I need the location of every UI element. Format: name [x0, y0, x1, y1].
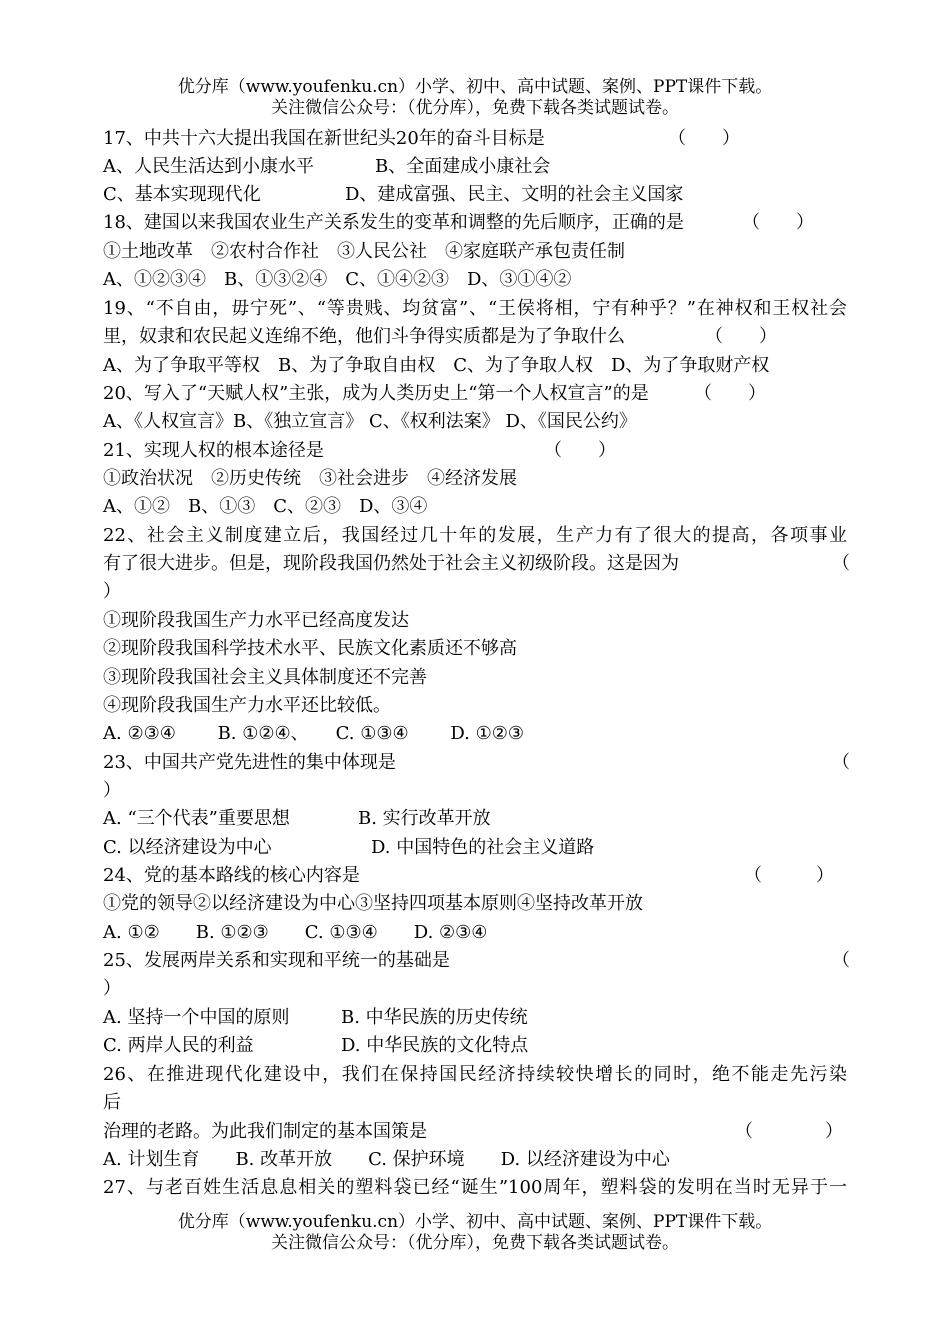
q20-answer-paren: （ ）: [694, 383, 766, 404]
q19-answer-paren: （ ）: [705, 326, 777, 347]
q26-line1: 26、在推进现代化建设中，我们在保持国民经济持续较快增长的同时，绝不能走先污染: [103, 1064, 847, 1085]
q22-line2: 有了很大进步。但是，现阶段我国仍然处于社会主义初级阶段。这是因为: [103, 553, 679, 574]
q23-option-a: A. “三个代表”重要思想: [103, 808, 290, 829]
q20-options: A、《人权宣言》B、《独立宣言》 C、《权利法案》 D、《国民公约》: [103, 411, 637, 432]
q19-line2: 里，奴隶和农民起义连绵不绝，他们斗争得实质都是为了争取什么: [103, 326, 625, 347]
q21-items: ①政治状况 ②历史传统 ③社会进步 ④经济发展: [103, 468, 517, 489]
q24-items: ①党的领导②以经济建设为中心③坚持四项基本原则④坚持改革开放: [103, 893, 643, 914]
page-footer-line2: 关注微信公众号：（优分库），免费下载各类试题试卷。: [271, 1233, 679, 1253]
q21-stem: 21、实现人权的根本途径是: [103, 440, 324, 461]
q26-answer-paren: （ ）: [735, 1121, 843, 1142]
q26-options: A. 计划生育 B. 改革开放 C. 保护环境 D. 以经济建设为中心: [103, 1149, 670, 1170]
q18-stem: 18、建国以来我国农业生产关系发生的变革和调整的先后顺序，正确的是: [103, 212, 684, 233]
q22-item1: ①现阶段我国生产力水平已经高度发达: [103, 610, 409, 631]
q20-stem: 20、写入了“天赋人权”主张，成为人类历史上“第一个人权宣言”的是: [103, 383, 649, 404]
q27-line1: 27、与老百姓生活息息相关的塑料袋已经“诞生”100周年，塑料袋的发明在当时无异于一: [103, 1177, 847, 1198]
q17-option-d: D、建成富强、民主、文明的社会主义国家: [345, 184, 684, 205]
q22-item4: ④现阶段我国生产力水平还比较低。: [103, 695, 391, 716]
q25-stem: 25、发展两岸关系和实现和平统一的基础是: [103, 950, 450, 971]
q23-paren-close: ）: [103, 780, 121, 801]
q26-line3: 治理的老路。为此我们制定的基本国策是: [103, 1121, 427, 1142]
q25-option-c: C. 两岸人民的利益: [103, 1035, 254, 1056]
q22-item2: ②现阶段我国科学技术水平、民族文化素质还不够高: [103, 638, 517, 659]
q18-answer-paren: （ ）: [742, 212, 814, 233]
q17-option-b: B、全面建成小康社会: [375, 156, 551, 177]
q17-option-c: C、基本实现现代化: [103, 184, 261, 205]
page-header-line2: 关注微信公众号：（优分库），免费下载各类试题试卷。: [271, 98, 679, 118]
q21-answer-paren: （ ）: [544, 440, 616, 461]
q18-options: A、①②③④ B、①③②④ C、①④②③ D、③①④②: [103, 269, 572, 290]
q19-options: A、为了争取平等权 B、为了争取自由权 C、为了争取人权 D、为了争取财产权: [103, 355, 770, 376]
q17-option-a: A、人民生活达到小康水平: [103, 156, 314, 177]
q24-stem: 24、党的基本路线的核心内容是: [103, 865, 360, 886]
q17-answer-paren: （ ）: [668, 128, 740, 149]
q18-items: ①土地改革 ②农村合作社 ③人民公社 ④家庭联产承包责任制: [103, 241, 625, 262]
q22-item3: ③现阶段我国社会主义具体制度还不完善: [103, 667, 427, 688]
q23-option-c: C. 以经济建设为中心: [103, 837, 272, 858]
q19-line1: 19、“不自由，毋宁死”、“等贵贱、均贫富”、“王侯将相，宁有种乎？”在神权和王权社会: [103, 298, 847, 319]
q23-option-b: B. 实行改革开放: [358, 808, 491, 829]
q23-stem: 23、中国共产党先进性的集中体现是: [103, 752, 396, 773]
q22-paren-close: ）: [103, 581, 121, 602]
q22-line1: 22、社会主义制度建立后，我国经过几十年的发展，生产力有了很大的提高，各项事业: [103, 525, 847, 546]
q17-stem: 17、中共十六大提出我国在新世纪头20年的奋斗目标是: [103, 128, 545, 149]
q24-answer-paren: （ ）: [744, 865, 834, 886]
q25-paren-open: （: [832, 950, 850, 971]
q26-line2: 后: [103, 1092, 121, 1113]
q25-option-a: A. 坚持一个中国的原则: [103, 1007, 290, 1028]
q23-option-d: D. 中国特色的社会主义道路: [371, 837, 595, 858]
q21-options: A、①② B、①③ C、②③ D、③④: [103, 496, 428, 517]
page-footer-line1: 优分库（www.youfenku.cn）小学、初中、高中试题、案例、PPT课件下载。: [177, 1212, 773, 1232]
q25-option-d: D. 中华民族的文化特点: [341, 1035, 529, 1056]
q22-options: A. ②③④ B. ①②④、 C. ①③④ D. ①②③: [103, 723, 525, 744]
page-header-line1: 优分库（www.youfenku.cn）小学、初中、高中试题、案例、PPT课件下载。: [177, 77, 773, 97]
q25-option-b: B. 中华民族的历史传统: [341, 1007, 528, 1028]
q23-paren-open: （: [832, 752, 850, 773]
q22-paren-open: （: [832, 553, 850, 574]
q25-paren-close: ）: [103, 978, 121, 999]
q24-options: A. ①② B. ①②③ C. ①③④ D. ②③④: [103, 922, 488, 943]
